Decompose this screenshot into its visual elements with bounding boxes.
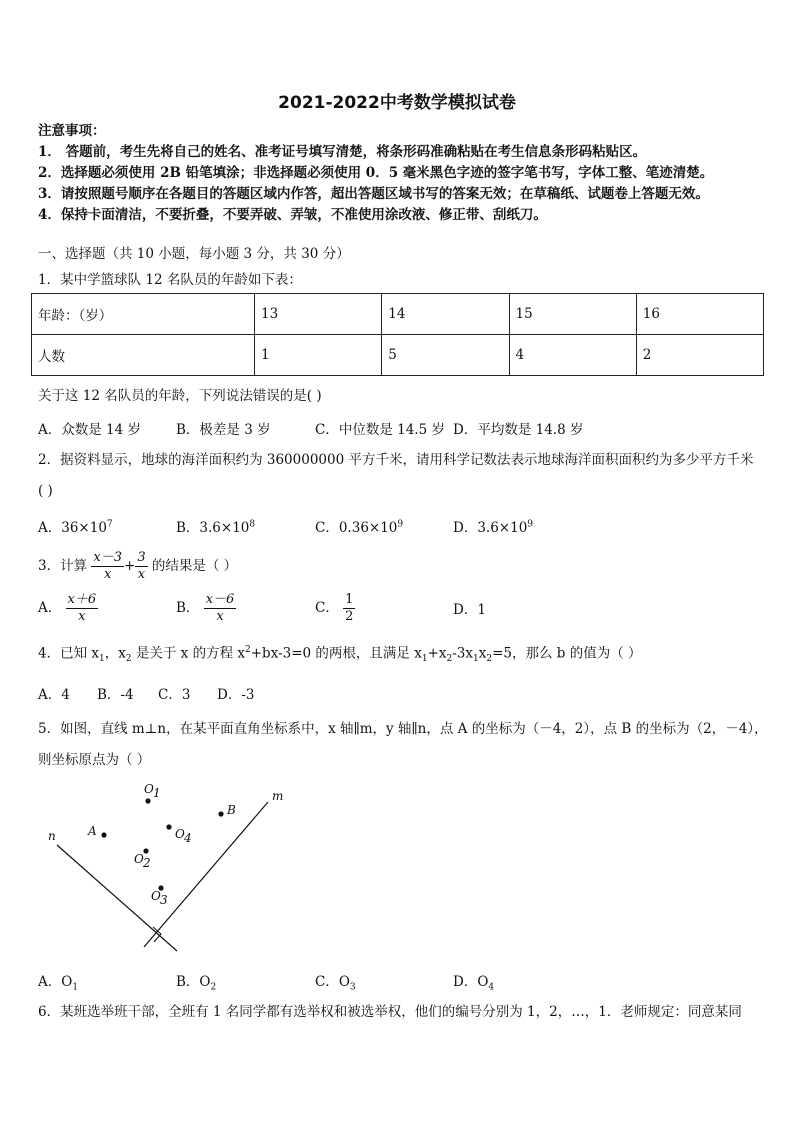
section-heading: 一、选择题（共 10 小题，每小题 3 分，共 30 分）	[38, 246, 350, 262]
subscript: 2	[210, 982, 217, 993]
table-cell: 14	[382, 294, 509, 335]
table-cell: 人数	[32, 335, 255, 376]
option-d	[453, 516, 533, 536]
option-label: D．	[453, 520, 478, 536]
option-c: C．3	[158, 687, 191, 703]
table-cell: 2	[636, 335, 763, 376]
coordinate-figure	[40, 780, 300, 960]
option-label: B．	[176, 520, 200, 536]
subscript: 2	[125, 654, 132, 665]
exponent: 8	[249, 519, 256, 530]
subscript-2: 2	[143, 856, 151, 870]
option-value: 1	[477, 602, 486, 618]
option-a: A．众数是 14 岁	[38, 422, 142, 438]
table-row	[32, 335, 764, 376]
numerator: 3	[137, 550, 146, 565]
fraction	[66, 592, 99, 625]
stem-text: -3x	[452, 645, 473, 662]
numerator: x－6	[205, 592, 235, 607]
notice-item: 3．请按照题号顺序在各题目的答题区域内作答，超出答题区域书写的答案无效；在草稿纸、试题卷上答题无效。	[38, 186, 709, 202]
question-5-stem-cont: 则坐标原点为（ ）	[38, 752, 151, 768]
option-label: A．	[38, 600, 62, 616]
option-label: A．	[38, 520, 62, 536]
label-o: O	[151, 889, 161, 903]
table-cell: 4	[509, 335, 636, 376]
option-label: B．O	[176, 974, 211, 990]
denominator: x	[216, 609, 224, 624]
stem-text: 是关于 x 的方程 x	[131, 645, 245, 662]
question-2-stem: 2．据资料显示，地球的海洋面积约为 360000000 平方千米，请用科学记数法表示地球海洋面积面积约为多少平方千米	[38, 452, 754, 468]
point-o1	[145, 798, 150, 803]
option-value: 0.36×10	[338, 520, 398, 536]
subscript-1: 1	[153, 786, 161, 800]
point-o2	[143, 848, 148, 853]
line-m	[144, 802, 268, 947]
option-label: C．	[315, 520, 339, 536]
exponent: 7	[106, 519, 113, 530]
exponent: 9	[397, 519, 404, 530]
subscript: 2	[446, 654, 453, 665]
stem-suffix: 的结果是（ ）	[151, 558, 238, 574]
stem-text: +x	[427, 645, 447, 662]
table-cell: 1	[255, 335, 382, 376]
numerator: x－3	[93, 550, 122, 565]
option-d: D．平均数是 14.8 岁	[453, 422, 584, 438]
age-table	[31, 293, 764, 376]
label-n: n	[48, 829, 56, 843]
subscript-4: 4	[184, 831, 192, 845]
option-a	[38, 590, 98, 626]
notice-item: 1． 答题前，考生先将自己的姓名、准考证号填写清楚，将条形码准确粘贴在考生信息条形码粘贴区。	[38, 144, 647, 160]
subscript: 4	[488, 982, 495, 993]
option-c	[315, 590, 355, 626]
exam-title: 2021-2022中考数学模拟试卷	[278, 93, 516, 113]
exponent: 2	[245, 645, 251, 655]
table-cell: 13	[255, 294, 382, 335]
stem-text: x	[478, 645, 487, 662]
stem-text: 4．已知 x	[38, 645, 99, 662]
point-a	[101, 832, 106, 837]
option-d	[453, 598, 486, 618]
subscript-3: 3	[160, 893, 168, 907]
notice-item: 2．选择题必须使用 2B 铅笔填涂；非选择题必须使用 0．5 毫米黑色字迹的签字笔书写，字体工整、笔迹清楚。	[38, 165, 714, 181]
option-value: 3.6×10	[199, 520, 250, 536]
option-b	[176, 590, 236, 626]
option-label: B．	[176, 600, 200, 616]
numerator: x＋6	[67, 592, 97, 607]
option-label: C．	[315, 600, 339, 616]
option-c	[315, 970, 356, 993]
denominator: x	[137, 567, 146, 582]
option-c: C．中位数是 14.5 岁	[315, 422, 445, 438]
option-b	[176, 970, 216, 993]
option-d	[453, 970, 494, 993]
notice-item: 4．保持卡面清洁，不要折叠，不要弄破、弄皱，不准使用涂改液、修正带、刮纸刀。	[38, 207, 547, 223]
table-cell: 15	[509, 294, 636, 335]
label-a: A	[88, 824, 97, 838]
notice-heading: 注意事项：	[38, 123, 106, 139]
option-c	[315, 516, 403, 536]
stem-text: =5，那么 b 的值为（ ）	[492, 645, 642, 662]
option-b: B．-4	[97, 687, 134, 703]
stem-text: +bx-3=0 的两根，且满足 x	[250, 645, 422, 662]
denominator: x	[78, 609, 86, 624]
denominator: 2	[345, 609, 354, 624]
subscript: 1	[472, 654, 479, 665]
label-o: O	[134, 852, 144, 866]
option-a	[38, 516, 113, 536]
exponent: 9	[527, 519, 534, 530]
question-3-stem	[38, 548, 237, 584]
numerator: 1	[345, 592, 354, 607]
label-b: B	[227, 803, 236, 817]
option-d: D．-3	[217, 687, 255, 703]
subscript: 3	[349, 982, 356, 993]
point-o4	[166, 824, 171, 829]
table-row	[32, 294, 764, 335]
label-o: O	[175, 827, 185, 841]
label-o: O	[144, 782, 154, 796]
question-5-stem: 5．如图，直线 m⊥n，在某平面直角坐标系中，x 轴∥m，y 轴∥n，点 A 的坐标为（－4，2），点 B 的坐标为（2，－4），	[38, 721, 768, 737]
option-a	[38, 970, 78, 993]
question-4-stem	[38, 641, 642, 668]
point-b	[218, 811, 223, 816]
fraction	[343, 592, 355, 625]
option-b: B．极差是 3 岁	[176, 422, 271, 438]
option-label: A．O	[38, 974, 73, 990]
question-1-prompt: 关于这 12 名队员的年龄，下列说法错误的是( )	[38, 388, 322, 404]
table-cell: 年龄：（岁）	[32, 294, 255, 335]
stem-prefix: 3．计算	[38, 558, 88, 574]
subscript: 2	[486, 654, 493, 665]
option-label: C．O	[315, 974, 350, 990]
option-a: A．4	[38, 687, 70, 703]
option-label: D．O	[453, 974, 489, 990]
stem-text: ，x	[104, 645, 126, 662]
fraction	[91, 550, 124, 583]
subscript: 1	[421, 654, 428, 665]
option-value: 36×10	[61, 520, 107, 536]
subscript: 1	[72, 982, 79, 993]
fraction	[135, 550, 147, 583]
plus-sign: +	[124, 558, 136, 574]
option-value: 3.6×10	[477, 520, 528, 536]
fraction	[204, 592, 237, 625]
option-label: D．	[453, 602, 478, 618]
option-b	[176, 516, 255, 536]
subscript: 1	[99, 654, 105, 665]
table-cell: 16	[636, 294, 763, 335]
answer-paren: ( )	[38, 483, 53, 499]
question-6-stem: 6．某班选举班干部，全班有 1 名同学都有选举权和被选举权，他们的编号分别为 1，2，…，1．老师规定：同意某同	[38, 1004, 742, 1020]
question-1-stem: 1．某中学篮球队 12 名队员的年龄如下表：	[38, 272, 302, 288]
denominator: x	[104, 567, 112, 582]
label-m: m	[272, 789, 284, 803]
table-cell: 5	[382, 335, 509, 376]
